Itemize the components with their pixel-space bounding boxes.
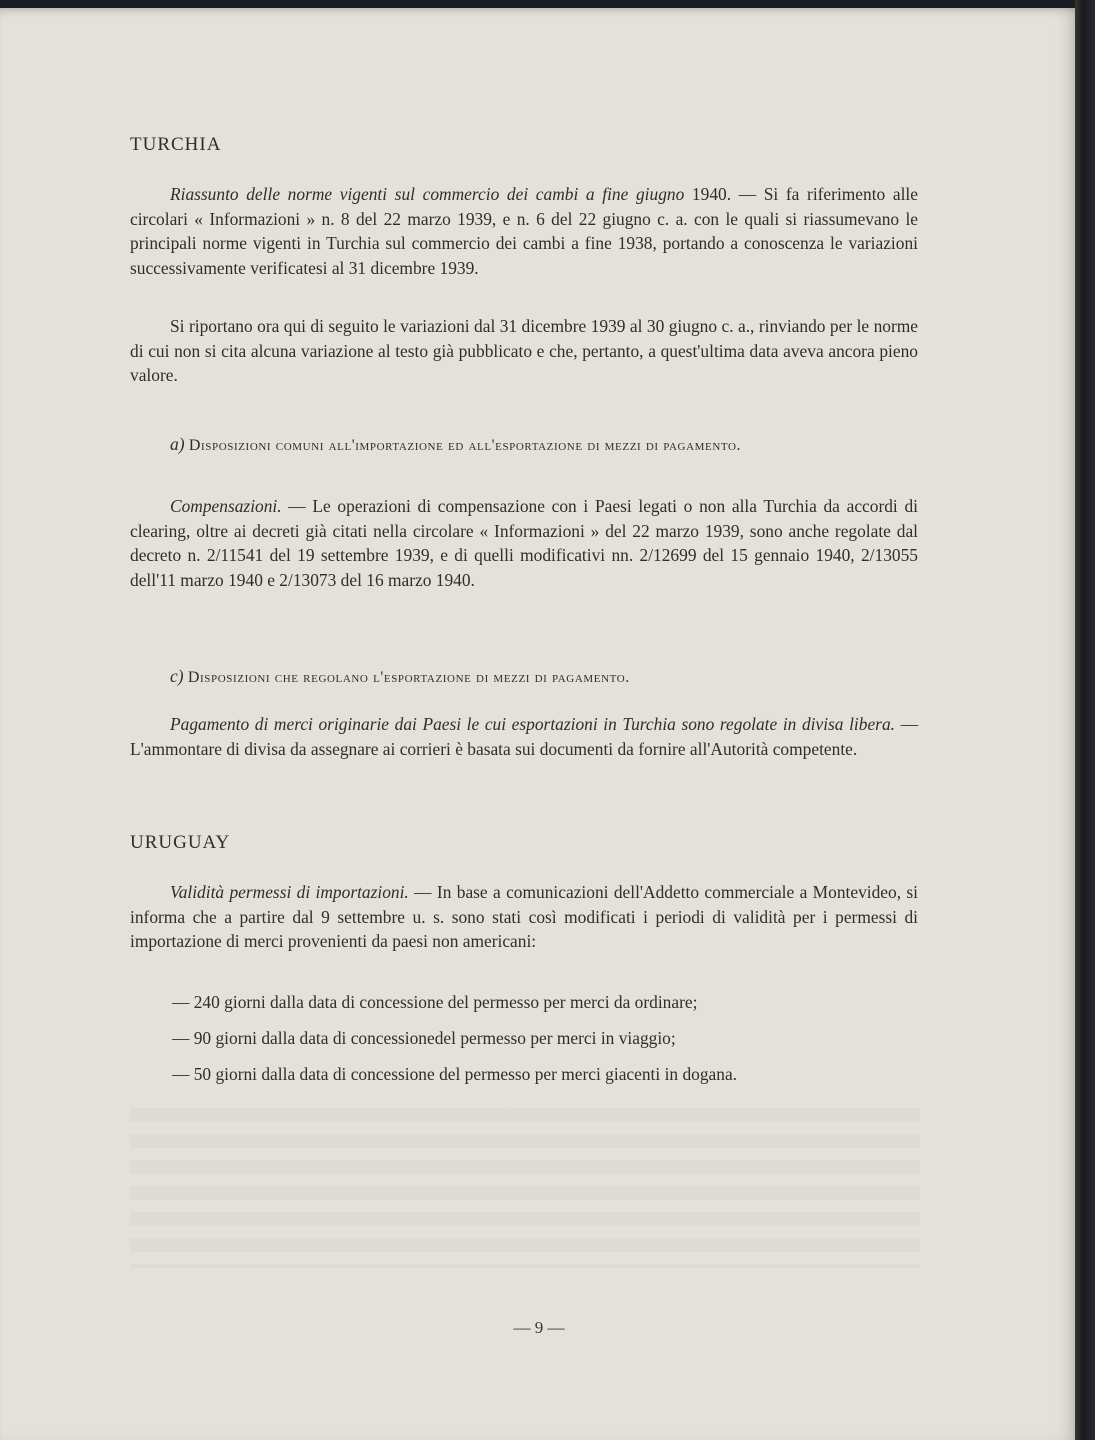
- paragraph-turchia-variations: Si riportano ora qui di seguito le variazioni dal 31 dicembre 1939 al 30 giugno c. a., rinviando per le norme di cui non si cita alcuna variazione al testo già pubblicato e che, pertanto, a quest'ultima data aveva ancora pieno valore.: [130, 316, 918, 385]
- subheading-a-letter: a): [170, 434, 185, 454]
- paragraph-pagamento: [130, 712, 918, 761]
- validita-text: — In base a comunicazioni dell'Addetto commerciale a Montevideo, si informa che a partire dal 9 settembre u. s. sono stati così modificati i periodi di validità per i permessi di importazione di merci provenienti da paesi non americani:: [130, 882, 919, 951]
- subheading-c: [130, 664, 918, 691]
- paragraph-uruguay-validita: [130, 880, 918, 954]
- show-through-texture: [130, 1108, 920, 1268]
- pagamento-italic: Pagamento di merci originarie dai Paesi le cui esportazioni in Turchia sono regolate in divisa libera.: [170, 714, 895, 734]
- document-page: [0, 8, 1078, 1440]
- paragraph-compensazioni: [130, 494, 918, 592]
- section-title-uruguay: URUGUAY: [130, 832, 231, 853]
- subheading-a: [130, 432, 918, 459]
- subheading-a-text: Disposizioni comuni all'importazione ed all'esportazione di mezzi di pagamento.: [188, 437, 742, 454]
- compensazioni-text: — Le operazioni di compensazione con i Paesi legati o non alla Turchia da accordi di clearing, oltre ai decreti già citati nella circolare « Informazioni » del 22 marzo 1939, sono anche regolate dal decreto n. 2/11541 del 19 settembre 1939, e di quelli modificativi nn. 2/12699 del 15 gennaio 1940, 2/13055 dell'11 marzo 1940 e 2/13073 del 16 marzo 1940.: [130, 496, 918, 590]
- intro-italic: Riassunto delle norme vigenti sul commercio dei cambi a fine giugno: [170, 184, 685, 204]
- pagamento-text: — L'ammontare di divisa da assegnare ai corrieri è basata sui documenti da fornire all'Autorità competente.: [130, 714, 918, 759]
- subheading-c-text: Disposizioni che regolano l'esportazione di mezzi di pagamento.: [187, 669, 630, 686]
- list-item: — 90 giorni dalla data di concessionedel permesso per merci in viaggio;: [172, 1028, 676, 1048]
- page-number: — 9 —: [513, 1318, 565, 1337]
- list-item: — 240 giorni dalla data di concessione del permesso per merci da ordinare;: [172, 992, 698, 1012]
- list-item: — 50 giorni dalla data di concessione del permesso per merci giacenti in dogana.: [172, 1064, 738, 1084]
- intro-text: 1940. — Si fa riferimento alle circolari « Informazioni » n. 8 del 22 marzo 1939, e n. 6 del 22 giugno c. a. con le quali si riassumevano le principali norme vigenti in Turchia sul commercio dei cambi a fine 1938, portando a conoscenza le variazioni successivamente verificatesi al 31 dicembre 1939.: [130, 184, 918, 278]
- paragraph-turchia-intro: [130, 182, 918, 280]
- section-title-turchia: TURCHIA: [130, 134, 222, 155]
- validita-italic: Validità permessi di importazioni.: [170, 882, 409, 902]
- subheading-c-letter: c): [170, 666, 184, 686]
- book-binding-edge: [1075, 0, 1095, 1440]
- compensazioni-italic: Compensazioni.: [170, 496, 282, 516]
